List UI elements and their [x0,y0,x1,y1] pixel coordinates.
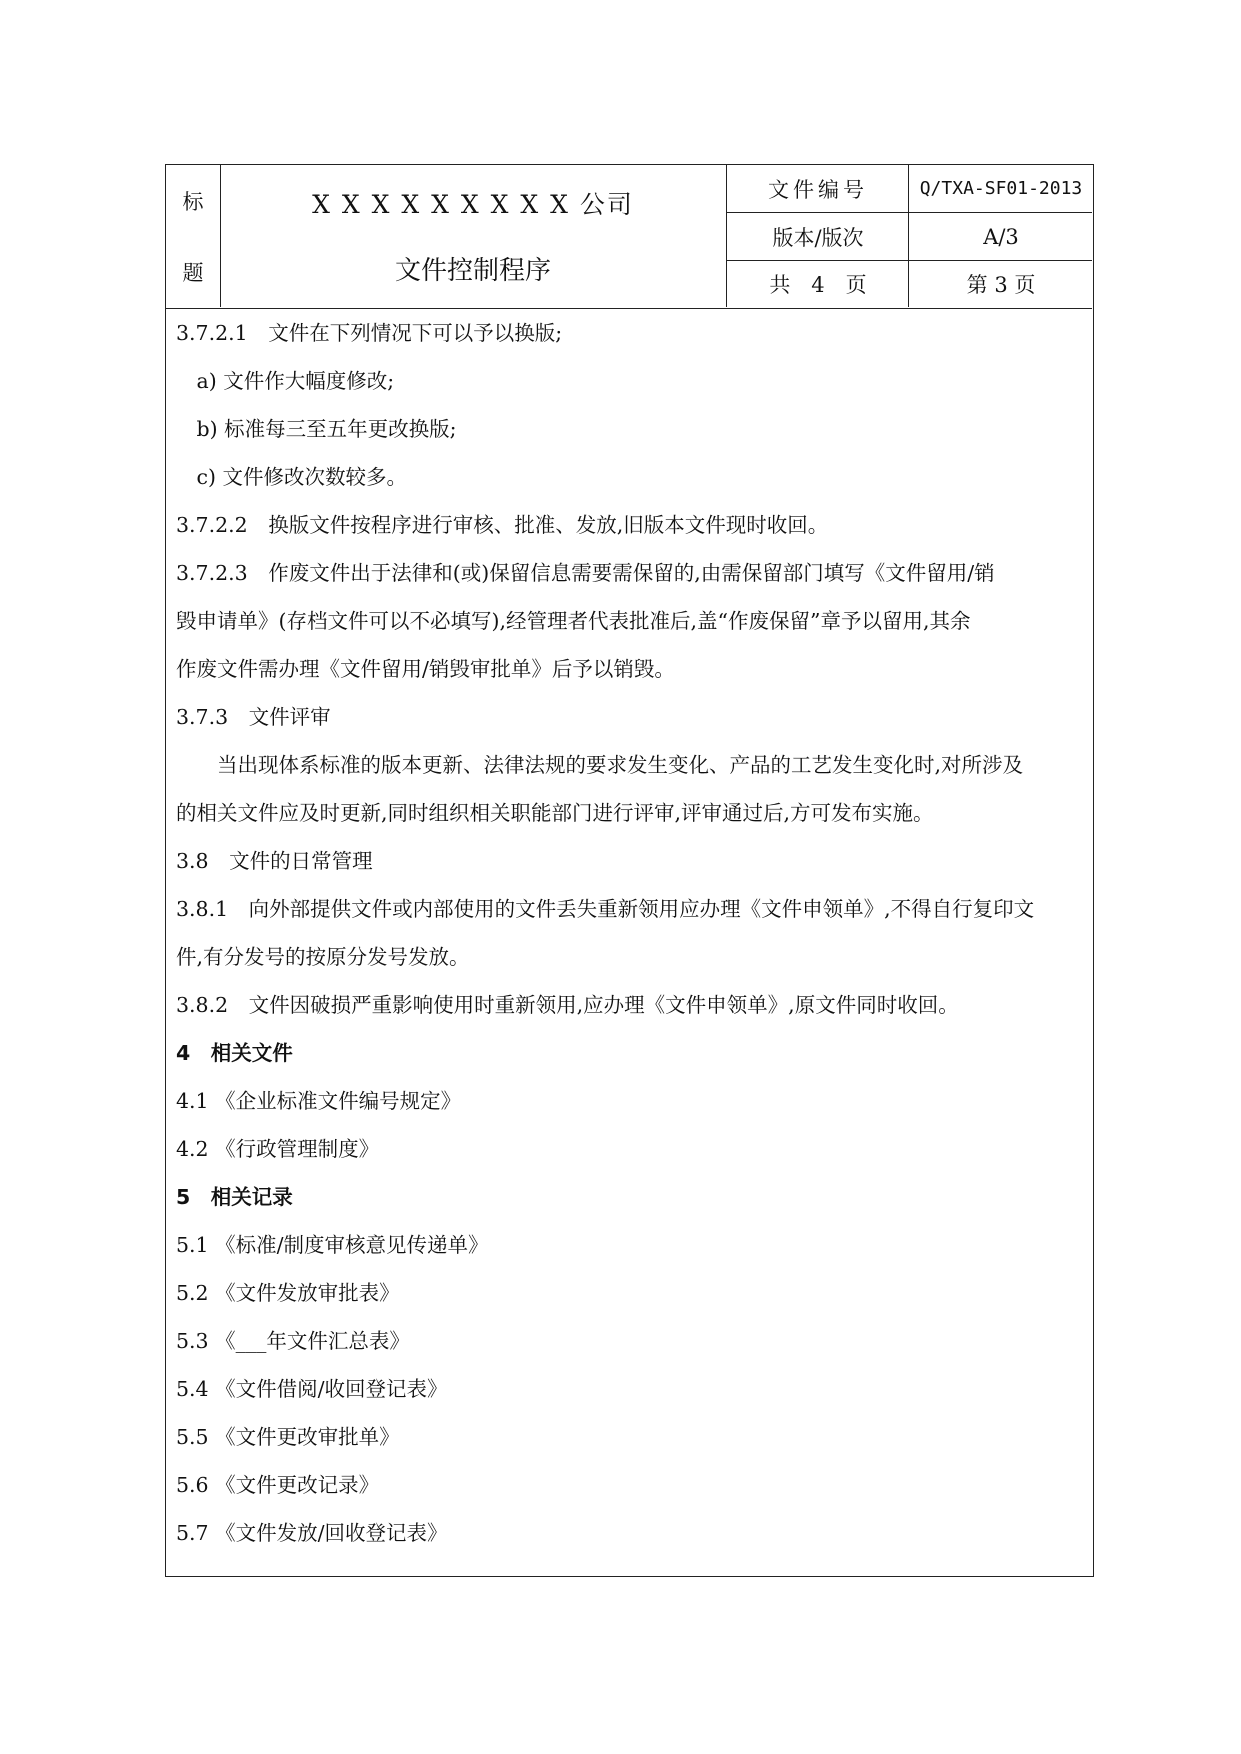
text-line: c) 文件修改次数较多。 [176,465,407,489]
header-table [166,165,1092,309]
label-top: 标 [182,190,204,214]
text-line: 3.7.2.2 换版文件按程序进行审核、批准、发放,旧版本文件现时收回。 [176,513,829,537]
doc-no-label: 文件编号 [768,177,868,202]
label-bottom: 题 [182,261,204,285]
text-line: 5.1 《标准/制度审核意见传递单》 [176,1233,489,1257]
text-line: 毁申请单》(存档文件可以不必填写),经管理者代表批准后,盖“作废保留”章予以留用,其余 [176,609,971,633]
text-line: b) 标准每三至五年更改换版; [176,417,457,441]
text-line: 3.8.2 文件因破损严重影响使用时重新领用,应办理《文件申领单》,原文件同时收回。 [176,993,959,1017]
text-line: 5.7 《文件发放/回收登记表》 [176,1521,448,1545]
text-line: 3.7.2.3 作废文件出于法律和(或)保留信息需要需保留的,由需保留部门填写《文件留用/销 [176,561,995,585]
document-frame [165,164,1094,1577]
text-line: 件,有分发号的按原分发号发放。 [176,945,470,969]
company-name: X X X X X X X X X 公司 [312,190,634,219]
text-line: 5.6 《文件更改记录》 [176,1473,380,1497]
text-line: 4.1 《企业标准文件编号规定》 [176,1089,462,1113]
text-line: 当出现体系标准的版本更新、法律法规的要求发生变化、产品的工艺发生变化时,对所涉及 [176,753,1024,777]
page-number: 第 3 页 [966,273,1036,297]
version-label: 版本/版次 [772,225,864,250]
text-line: 5.4 《文件借阅/收回登记表》 [176,1377,448,1401]
page-title: 文件控制程序 [394,255,551,286]
section-heading: 4 相关文件 [176,1041,293,1065]
text-line: 的相关文件应及时更新,同时组织相关职能部门进行评审,评审通过后,方可发布实施。 [176,801,934,825]
version-value: A/3 [983,224,1019,249]
text-line: 5.5 《文件更改审批单》 [176,1425,400,1449]
total-pages: 共 4 页 [769,273,867,297]
text-line: 3.7.2.1 文件在下列情况下可以予以换版; [176,321,563,345]
text-line: 3.7.3 文件评审 [176,705,331,729]
doc-no-value: Q/TXA-SF01-2013 [919,178,1083,199]
text-line: 4.2 《行政管理制度》 [176,1137,380,1161]
text-line: 3.8.1 向外部提供文件或内部使用的文件丢失重新领用应办理《文件申领单》,不得自行复印文 [176,897,1035,921]
text-line: 5.2 《文件发放审批表》 [176,1281,400,1305]
text-line: a) 文件作大幅度修改; [176,369,395,393]
text-line: 3.8 文件的日常管理 [176,849,373,873]
section-heading: 5 相关记录 [176,1185,293,1209]
text-line: 作废文件需办理《文件留用/销毁审批单》后予以销毁。 [176,657,675,681]
text-line: 5.3 《___年文件汇总表》 [176,1329,410,1353]
